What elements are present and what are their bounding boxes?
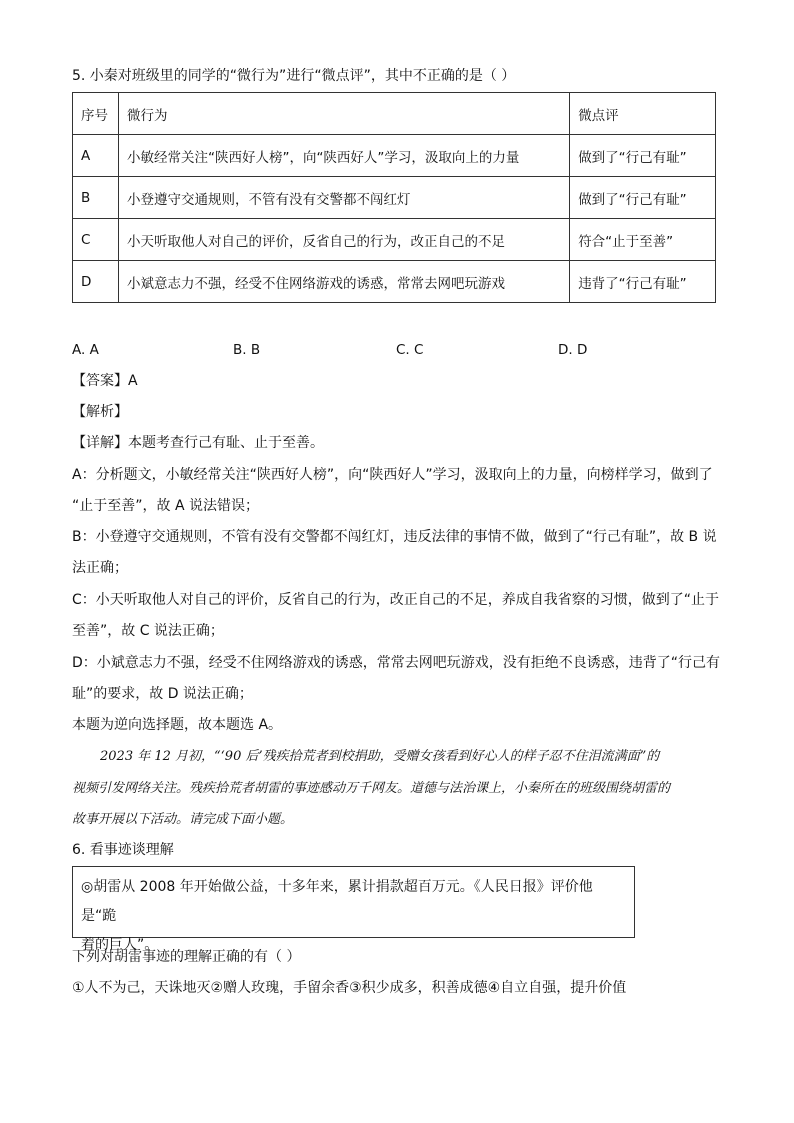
story-line-2: 视频引发网络关注。残疾拾荒者胡雷的事迹感动万千网友。道德与法治课上，小秦所在的班级围绕胡雷的	[72, 781, 671, 796]
header-review: 微点评	[570, 93, 716, 135]
explanation-c-line-1: C：小天听取他人对自己的评价，反省自己的行为，改正自己的不足，养成自我省察的习惯，做到了“止于	[72, 592, 720, 608]
option-c: C. C	[396, 342, 424, 358]
explanation-b-line-1: B：小登遵守交通规则，不管有没有交警都不闯红灯，违反法律的事情不做，做到了“行己有耻”，故 B 说	[72, 529, 717, 545]
material-line-2: 着的巨人”。	[81, 937, 159, 953]
table-row	[73, 219, 716, 261]
explanation-d-line-1: D：小斌意志力不强，经受不住网络游戏的诱惑，常常去网吧玩游戏，没有拒绝不良诱惑，违背了“行己有	[72, 655, 721, 671]
row-behavior: 小敏经常关注“陕西好人榜”，向“陕西好人”学习，汲取向上的力量	[118, 135, 569, 177]
detail-line: 【详解】本题考查行己有耻、止于至善。	[72, 435, 324, 451]
story-line-3: 故事开展以下活动。请完成下面小题。	[72, 812, 294, 827]
row-label: C	[73, 219, 119, 261]
question-6-title: 6. 看事迹谈理解	[72, 842, 174, 858]
option-b: B. B	[233, 342, 261, 358]
header-number: 序号	[73, 93, 119, 135]
row-label: B	[73, 177, 119, 219]
behavior-review-table	[72, 92, 716, 303]
header-behavior: 微行为	[118, 93, 569, 135]
material-box	[72, 866, 635, 953]
explanation-a-line-2: “止于至善”，故 A 说法错误；	[72, 498, 259, 514]
table-row	[73, 135, 716, 177]
explanation-a-line-1: A：分析题文，小敏经常关注“陕西好人榜”，向“陕西好人”学习，汲取向上的力量，向榜样学习，做到了	[72, 467, 713, 483]
question-6-items: ①人不为己，天诛地灭②赠人玫瑰，手留余香③积少成多，积善成德④自立自强，提升价值	[72, 980, 627, 996]
question-6-stem: 下列对胡雷事迹的理解正确的有（ ）	[72, 949, 301, 965]
explanation-c-line-2: 至善”，故 C 说法正确；	[72, 623, 224, 639]
conclusion-line: 本题为逆向选择题，故本题选 A。	[72, 717, 283, 733]
table-header-row	[73, 93, 716, 135]
row-label: A	[73, 135, 119, 177]
analysis-label: 【解析】	[72, 404, 128, 420]
story-line-1: 2023 年 12 月初，“‘90 后’残疾拾荒者到校捐助，受赠女孩看到好心人的样子忍不住泪流满面”的	[100, 749, 660, 764]
answer-line: 【答案】A	[72, 373, 138, 389]
row-review: 做到了“行己有耻”	[570, 135, 716, 177]
question-5-stem: 5. 小秦对班级里的同学的“微行为”进行“微点评”，其中不正确的是（ ）	[72, 68, 516, 84]
explanation-d-line-2: 耻”的要求，故 D 说法正确；	[72, 686, 253, 702]
table-row	[73, 177, 716, 219]
table-row	[73, 261, 716, 303]
row-behavior: 小登遵守交通规则，不管有没有交警都不闯红灯	[118, 177, 569, 219]
row-behavior: 小斌意志力不强，经受不住网络游戏的诱惑，常常去网吧玩游戏	[118, 261, 569, 303]
material-line-1: ◎胡雷从 2008 年开始做公益，十多年来，累计捐款超百万元。《人民日报》评价他是“跪	[81, 879, 593, 924]
row-review: 做到了“行己有耻”	[570, 177, 716, 219]
option-a: A. A	[72, 342, 99, 358]
row-review: 符合“止于至善”	[570, 219, 716, 261]
option-d: D. D	[558, 342, 588, 358]
row-behavior: 小天听取他人对自己的评价，反省自己的行为，改正自己的不足	[118, 219, 569, 261]
row-review: 违背了“行己有耻”	[570, 261, 716, 303]
explanation-b-line-2: 法正确；	[72, 560, 128, 576]
row-label: D	[73, 261, 119, 303]
